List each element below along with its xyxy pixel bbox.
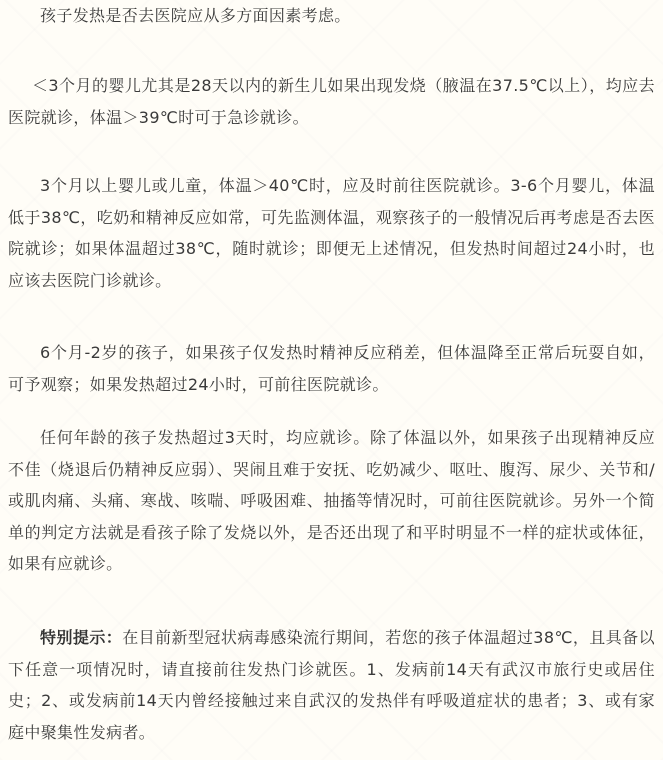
special-tip-label: 特别提示：: [40, 628, 123, 647]
special-tip-paragraph: [8, 622, 655, 748]
infant-child-paragraph: 3个月以上婴儿或儿童，体温＞40℃时，应及时前往医院就诊。3-6个月婴儿，体温低于38℃，吃奶和精神反应如常，可先监测体温，观察孩子的一般情况后再考虑是否去医院就诊；如果体温超过38℃，随时就诊；即便无上述情况，但发热时间超过24小时，也应该去医院门诊就诊。: [8, 176, 655, 290]
toddler-paragraph: 6个月-2岁的孩子，如果孩子仅发热时精神反应稍差，但体温降至正常后玩耍自如，可予观察；如果发热超过24小时，可前往医院就诊。: [8, 343, 655, 394]
intro-paragraph: 孩子发热是否去医院应从多方面因素考虑。: [40, 6, 351, 25]
newborn-paragraph: ＜3个月的婴儿尤其是28天以内的新生儿如果出现发烧（腋温在37.5℃以上），均应去医院就诊，体温＞39℃时可于急诊就诊。: [8, 76, 655, 127]
special-tip-text: 在目前新型冠状病毒感染流行期间，若您的孩子体温超过38℃，且具备以下任意一项情况时，请直接前往发热门诊就医。1、发病前14天有武汉市旅行史或居住史；2、或发病前14天内曾经接触过来自武汉的发热伴有呼吸道症状的患者；3、或有家庭中聚集性发病者。: [8, 628, 655, 742]
any-age-paragraph: 任何年龄的孩子发热超过3天时，均应就诊。除了体温以外，如果孩子出现精神反应不佳（烧退后仍精神反应弱）、哭闹且难于安抚、吃奶减少、呕吐、腹泻、尿少、关节和/或肌肉痛、头痛、寒战、咳喘、呼吸困难、抽搐等情况时，可前往医院就诊。另外一个简单的判定方法就是看孩子除了发烧以外，是否还出现了和平时明显不一样的症状或体征，如果有应就诊。: [8, 428, 655, 573]
